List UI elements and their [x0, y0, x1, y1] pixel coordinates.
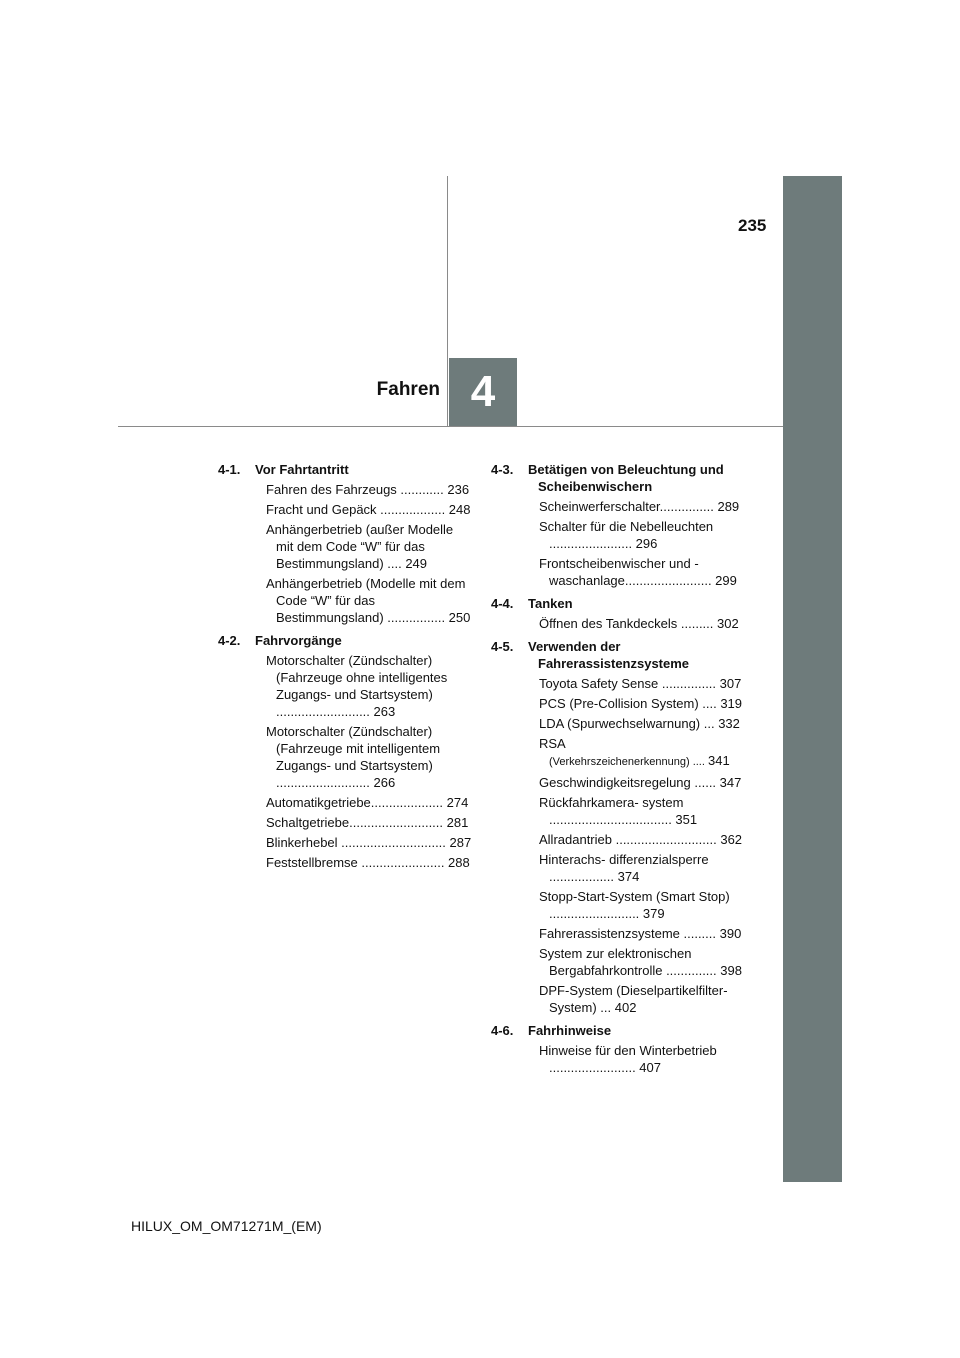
toc-section: [491, 638, 746, 1016]
toc-entry[interactable]: [218, 575, 473, 626]
toc-entry-title: Öffnen des Tankdeckels ......... 302: [539, 616, 739, 631]
toc-entry[interactable]: [218, 794, 473, 811]
toc-entry[interactable]: [491, 982, 746, 1016]
toc-entry-title: Hinterachs- differenzialsperre .................. 374: [539, 852, 709, 884]
toc-section-heading: [491, 638, 746, 672]
toc-entry-title: Toyota Safety Sense ............... 307: [539, 676, 742, 691]
toc-entry-title: Schalter für die Nebelleuchten ....................... 296: [539, 519, 714, 551]
toc-entry[interactable]: [491, 715, 746, 732]
toc-entry-title: LDA (Spurwechselwarnung) ... 332: [539, 716, 740, 731]
toc-entry[interactable]: [491, 498, 746, 515]
toc-section-heading: [218, 632, 473, 649]
toc-entry-title: Fahrerassistenzsysteme ......... 390: [539, 926, 742, 941]
toc-entry[interactable]: [491, 945, 746, 979]
toc-entry-title: Rückfahrkamera- system .................................. 351: [539, 795, 698, 827]
toc-entry[interactable]: [218, 814, 473, 831]
toc-entry[interactable]: [491, 831, 746, 848]
toc-entry-title: Motorschalter (Zündschalter) (Fahrzeuge ohne intelligentes Zugangs- und Startsystem) .......................... 263: [266, 653, 448, 719]
toc-section-heading: [491, 595, 746, 612]
toc-entry-title: Scheinwerferschalter............... 289: [539, 499, 740, 514]
toc-section-heading: [491, 461, 746, 495]
section-title: Fahrhinweise: [528, 1023, 612, 1038]
horizontal-divider: [118, 426, 783, 427]
section-number: 4-5.: [491, 639, 514, 654]
toc-entry-subtitle: (Verkehrszeichenerkennung) ....: [549, 756, 708, 768]
toc-entry-title: Geschwindigkeitsregelung ...... 347: [539, 775, 742, 790]
toc-entry[interactable]: [491, 925, 746, 942]
toc-section: [491, 595, 746, 632]
toc-section-heading: [491, 1022, 746, 1039]
toc-entry[interactable]: [491, 888, 746, 922]
section-number: 4-6.: [491, 1023, 514, 1038]
toc-entry[interactable]: [491, 851, 746, 885]
section-title: Tanken: [528, 596, 573, 611]
toc-section: [218, 632, 473, 871]
toc-entry[interactable]: [218, 854, 473, 871]
toc-entry-title: Stopp-Start-System (Smart Stop) ......................... 379: [539, 889, 730, 921]
toc-entry-title: Fracht und Gepäck .................. 248: [266, 502, 471, 517]
toc-left-column: [218, 461, 473, 877]
section-number: 4-3.: [491, 462, 514, 477]
toc-entry-title: Schaltgetriebe.......................... 281: [266, 815, 469, 830]
toc-entry[interactable]: [491, 794, 746, 828]
toc-entry[interactable]: [218, 521, 473, 572]
toc-entry-title: Hinweise für den Winterbetrieb ........................ 407: [539, 1043, 717, 1075]
toc-entry[interactable]: [218, 481, 473, 498]
toc-entry[interactable]: [491, 615, 746, 632]
toc-entry-title: Anhängerbetrieb (außer Modelle mit dem Code “W” für das Bestimmungsland) .... 249: [266, 522, 454, 571]
section-title: Verwenden der Fahrerassistenzsysteme: [528, 639, 690, 671]
toc-entry-title: Feststellbremse ....................... 288: [266, 855, 470, 870]
toc-entry-title: Anhängerbetrieb (Modelle mit dem Code “W” für das Bestimmungsland) ................ 250: [266, 576, 471, 625]
toc-entry-title: Motorschalter (Zündschalter) (Fahrzeuge mit intelligentem Zugangs- und Startsystem) .......................... 266: [266, 724, 441, 790]
section-number: 4-1.: [218, 462, 241, 477]
document-code-footer: HILUX_OM_OM71271M_(EM): [131, 1218, 322, 1234]
page-number: 235: [738, 216, 767, 235]
toc-entry-title: PCS (Pre-Collision System) .... 319: [539, 696, 743, 711]
toc-entry[interactable]: [491, 695, 746, 712]
toc-entry-title: Allradantrieb ............................ 362: [539, 832, 743, 847]
toc-entry[interactable]: [491, 675, 746, 692]
chapter-number-box: 4: [449, 358, 517, 426]
toc-entry[interactable]: [218, 652, 473, 720]
section-title: Betätigen von Beleuchtung und Scheibenwischern: [528, 462, 724, 494]
section-number: 4-2.: [218, 633, 241, 648]
toc-entry[interactable]: [491, 774, 746, 791]
section-title: Vor Fahrtantritt: [255, 462, 349, 477]
toc-entry-title: DPF-System (Dieselpartikelfilter-System) ... 402: [539, 983, 728, 1015]
section-title: Fahrvorgänge: [255, 633, 342, 648]
chapter-side-tab: [783, 176, 842, 1182]
toc-entry[interactable]: [218, 834, 473, 851]
toc-section: [218, 461, 473, 626]
toc-entry-title: Automatikgetriebe.................... 274: [266, 795, 469, 810]
toc-page-ref: 341: [707, 753, 730, 768]
toc-entry-title: System zur elektronischen Bergabfahrkontrolle .............. 398: [539, 946, 742, 978]
toc-entry-title: Blinkerhebel ............................. 287: [266, 835, 472, 850]
chapter-title: Fahren: [376, 379, 440, 400]
toc-right-column: [491, 461, 746, 1082]
toc-section-heading: [218, 461, 473, 478]
toc-entry-title: Fahren des Fahrzeugs ............ 236: [266, 482, 470, 497]
toc-entry[interactable]: [491, 518, 746, 552]
toc-entry-title: RSA (Verkehrszeichenerkennung) .... 341: [539, 736, 730, 768]
section-number: 4-4.: [491, 596, 514, 611]
vertical-divider: [447, 176, 448, 426]
toc-entry-title: Frontscheibenwischer und -waschanlage........................ 299: [539, 556, 737, 588]
toc-section: [491, 461, 746, 589]
toc-entry[interactable]: [491, 1042, 746, 1076]
toc-section: [491, 1022, 746, 1076]
toc-entry[interactable]: [491, 735, 746, 771]
toc-entry[interactable]: [491, 555, 746, 589]
toc-entry[interactable]: [218, 723, 473, 791]
toc-entry[interactable]: [218, 501, 473, 518]
